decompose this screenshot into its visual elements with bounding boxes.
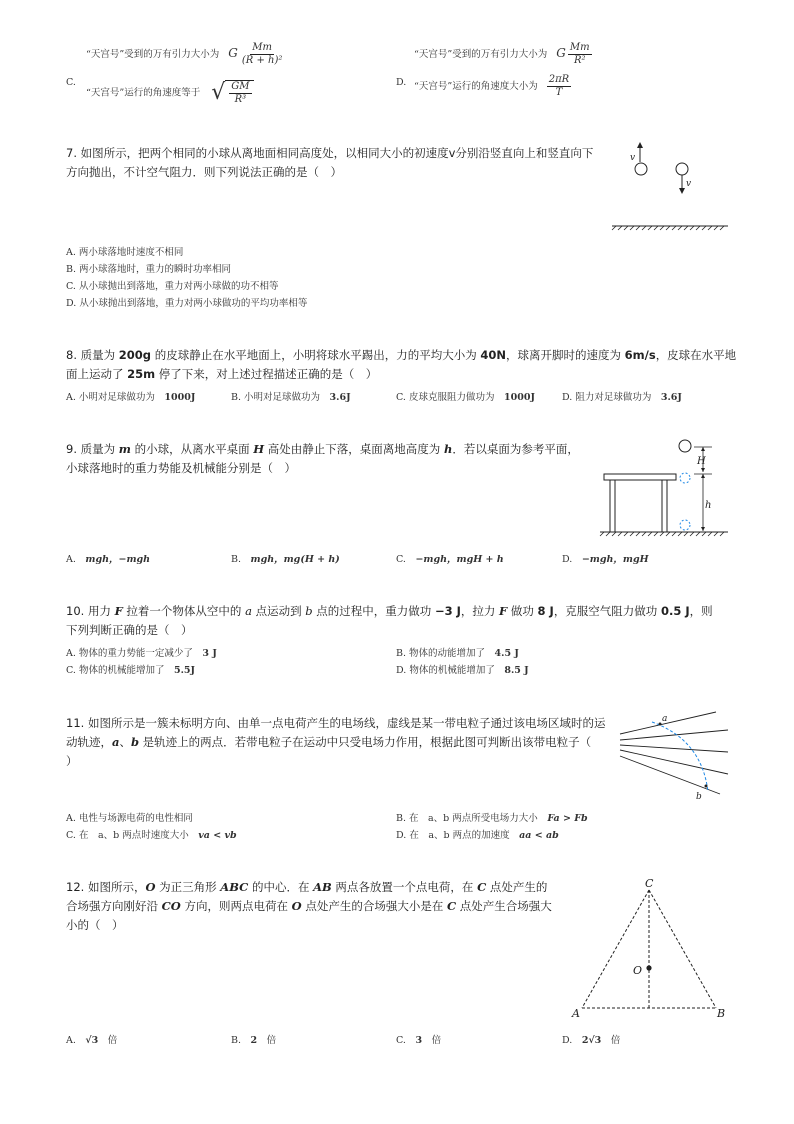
q8-option-c: C. 皮球克服阻力做功为 1000J [396, 392, 535, 403]
q9-label-h: h [705, 500, 712, 511]
q6-d-line1-fraction: $\frac{Mm}{\text{R²}}$ [569, 42, 590, 66]
q7-stem-line1: 7. 如图所示，把两个相同的小球从离地面相同高度处，以相同大小的初速度v分别沿竖直向上和竖直向下 [66, 146, 594, 160]
q7-stem [66, 144, 606, 182]
q9-table-top [604, 474, 676, 480]
q9-option-c: C. −mgh，mgH + h [396, 554, 504, 565]
q8-option-b: B. 小明对足球做功为 3.6J [231, 392, 351, 403]
q11-stem-line2: 动轨迹，a、b 是轨迹上的两点．若带电粒子在运动中只受电场力作用，根据此图可判断出该带电粒子（ [66, 735, 592, 749]
q6-option-d-line2 [414, 74, 573, 99]
q12-stem [66, 878, 566, 935]
q10-option-c: C. 物体的机械能增加了 5.5J [66, 665, 196, 676]
q12-figure [566, 876, 732, 1022]
q7-label-v-down: v [686, 179, 692, 189]
q6-c-line1-coef: G [228, 46, 238, 60]
q9-option-d: D. −mgh，mgH [562, 554, 649, 565]
q12-option-c: C. 3 倍 [396, 1035, 442, 1046]
q9-ball-start [679, 440, 691, 452]
q6-option-c-line1 [86, 42, 286, 67]
q6-option-c-line2 [86, 80, 254, 106]
q9-ground-hatch [600, 532, 724, 536]
q6-d-line1-text: “天宫号”受到的万有引力大小为 [414, 49, 548, 60]
q7-figure [608, 140, 732, 236]
q9-stem [66, 440, 596, 478]
q6-option-c-label: C. [66, 77, 76, 88]
q7-ground-hatch [612, 226, 724, 230]
q7-option-b: B. 两小球落地时，重力的瞬时功率相同 [66, 264, 232, 275]
q7-option-a: A. 两小球落地时速度不相同 [66, 247, 184, 258]
q9-ball-ground-level [680, 520, 690, 530]
q6-d-line1-coef: G [556, 46, 566, 60]
q9-option-a: A. mgh，−mgh [66, 554, 151, 565]
q6-c-line2-text: “天宫号”运行的角速度等于 [86, 87, 201, 99]
q10-option-d: D. 物体的机械能增加了 8.5 J [396, 665, 529, 676]
q7-options [66, 244, 307, 312]
q6-d-line2-fraction: $\frac{2\pi R}{T}$ [548, 74, 570, 98]
q9-label-H: H [697, 456, 706, 467]
q6-option-d-line1 [414, 42, 594, 67]
q9-option-b: B. mgh，mg(H + h) [231, 554, 340, 565]
q8-stem-line2: 面上运动了 25m 停了下来，对上述过程描述正确的是（ ） [66, 367, 378, 381]
q7-up-arrow-head [637, 142, 643, 148]
q7-down-arrow-head [679, 188, 685, 194]
q8-option-d: D. 阻力对足球做功为 3.6J [562, 392, 682, 403]
q12-option-d: D. 2√3 倍 [562, 1035, 621, 1046]
q9-table-leg-left [610, 480, 615, 532]
q10-stem [66, 602, 746, 640]
q9-table-leg-right [662, 480, 667, 532]
q6-d-line2-text: “天宫号”运行的角速度大小为 [414, 81, 538, 92]
q8-stem-line1: 8. 质量为 200g 的皮球静止在水平地面上，小明将球水平踢出，力的平均大小为 40N，球离开脚时的速度为 6m/s，皮球在水平地 [66, 348, 737, 362]
q9-stem-line1: 9. 质量为 m 的小球，从离水平桌面 H 高处由静止下落，桌面离地高度为 h．若以桌面为参考平面， [66, 442, 579, 456]
q10-stem-line2: 下列判断正确的是（ ） [66, 623, 193, 637]
q12-stem-line2: 合场强方向刚好沿 CO 方向，则两点电荷在 O 点处产生的合场强大小是在 C 点处产生合场强大 [66, 899, 552, 913]
q11-point-b [705, 785, 708, 788]
q11-option-b: B. 在 a、b 两点所受电场力大小 Fa > Fb [396, 813, 588, 824]
q12-label-O: O [633, 964, 643, 977]
q11-option-a: A. 电性与场源电荷的电性相同 [66, 813, 193, 824]
q10-option-a: A. 物体的重力势能一定减少了 3 J [66, 648, 217, 659]
q11-figure [616, 708, 732, 802]
q12-option-a: A. √3 倍 [66, 1035, 118, 1046]
q7-stem-line2: 方向抛出，不计空气阻力．则下列说法正确的是（ ） [66, 165, 342, 179]
q9-figure [596, 436, 732, 540]
q11-option-c: C. 在 a、b 两点时速度大小 va < vb [66, 830, 237, 841]
q12-label-B: B [717, 1007, 726, 1020]
q9-ball-table-level [680, 473, 690, 483]
q8-stem [66, 346, 746, 384]
q12-label-A: A [572, 1007, 580, 1020]
q6-c-line1-fraction: $\frac{Mm}{\text{(R + h)²}}$ [241, 42, 283, 66]
q6-c-line1-text: “天宫号”受到的万有引力大小为 [86, 49, 220, 60]
q8-option-a: A. 小明对足球做功为 1000J [66, 392, 196, 403]
q12-stem-line3: 小的（ ） [66, 918, 124, 932]
q11-label-a: a [662, 714, 668, 724]
q6-c-line2-sqrt: √ $\frac{GM}{\text{R³}}$ [211, 80, 253, 106]
q7-label-v-up: v [630, 153, 636, 163]
q12-stem-line1: 12. 如图所示，O 为正三角形 ABC 的中心．在 AB 两点各放置一个点电荷，在 C 点处产生的 [66, 880, 548, 894]
q11-field-lines [620, 712, 728, 794]
q6-option-d-label: D. [396, 77, 407, 88]
q9-stem-line2: 小球落地时的重力势能及机械能分别是（ ） [66, 461, 296, 475]
q11-stem [66, 714, 626, 771]
q12-triangle [582, 890, 716, 1008]
q12-center-O [646, 965, 651, 970]
q11-label-b: b [696, 792, 702, 802]
q12-label-C: C [645, 877, 654, 890]
q10-option-b: B. 物体的动能增加了 4.5 J [396, 648, 519, 659]
q7-option-c: C. 从小球抛出到落地，重力对两小球做的功不相等 [66, 281, 279, 292]
q11-stem-line1: 11. 如图所示是一簇未标明方向、由单一点电荷产生的电场线，虚线是某一带电粒子通过该电场区域时的运 [66, 716, 606, 730]
q12-option-b: B. 2 倍 [231, 1035, 277, 1046]
q11-option-d: D. 在 a、b 两点的加速度 aa < ab [396, 830, 559, 841]
q7-ball-down [676, 163, 688, 175]
q11-stem-line3: ） [66, 754, 78, 768]
q7-ball-up [635, 163, 647, 175]
q7-option-d: D. 从小球抛出到落地，重力对两小球做功的平均功率相等 [66, 298, 308, 309]
q10-stem-line1: 10. 用力 F 拉着一个物体从空中的 a 点运动到 b 点的过程中，重力做功 −3 J，拉力 F 做功 8 J，克服空气阻力做功 0.5 J，则 [66, 604, 713, 618]
